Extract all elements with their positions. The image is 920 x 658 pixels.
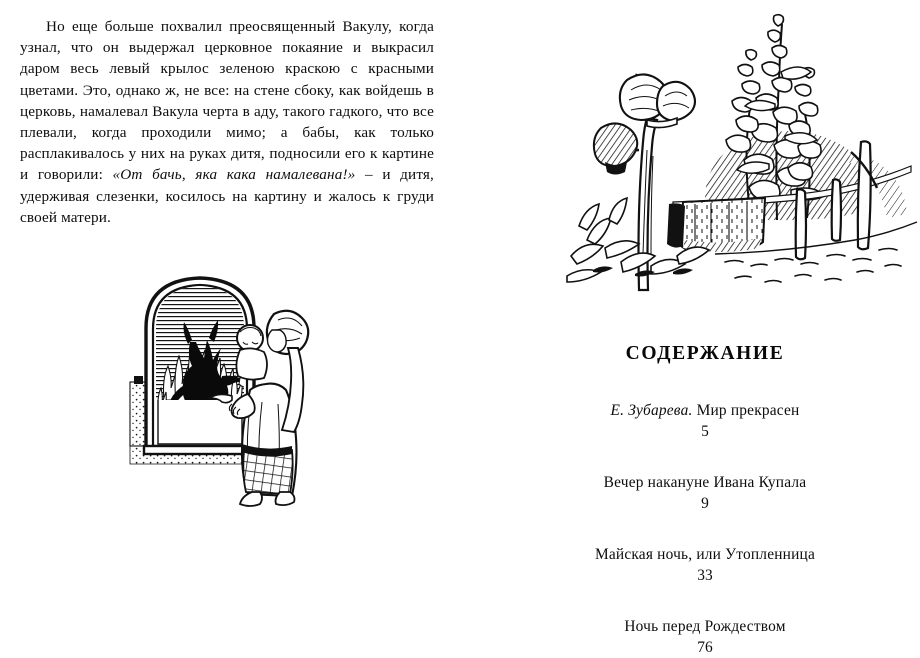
toc-entry-title-text: Майская ночь, или Утопленница xyxy=(594,546,815,563)
table-of-contents xyxy=(490,342,920,658)
body-text-quote: «От бачь, яка кака намалевана!» xyxy=(112,166,356,184)
toc-entry-title-text: Мир прекрасен xyxy=(692,402,800,419)
toc-entry-title-text: Ночь перед Рождеством xyxy=(624,618,786,635)
toc-entry-title xyxy=(490,400,920,421)
toc-entry-title xyxy=(490,616,920,637)
toc-entry[interactable] xyxy=(490,400,920,442)
toc-entry-title-text: Вечер накануне Ивана Купала xyxy=(603,474,807,491)
toc-entry[interactable] xyxy=(490,472,920,514)
devil-in-hell-fresco-illustration xyxy=(128,272,356,514)
toc-entry-page: 33 xyxy=(697,567,713,584)
body-text-tail: – и дитя, удерживая слезенки, косилось на картину и жалось к груди своей матери. xyxy=(20,166,435,226)
toc-entry-title xyxy=(490,544,920,565)
body-text-main: Но еще больше похвалил преосвященный Вакулу, когда узнал, что он выдержал церковное покаяние и выкрасил даром весь левый крылос зеленою краскою с красными цветами. Это, однако ж, не все: на стене сбоку, как войдешь в церковь, намалевал Вакула черта в аду, такого гадкого, что все плевали, когда проходили мимо; а бабы, как только расплакивалось у них на руках дитя, подносили его к картине и говорили: xyxy=(20,18,434,184)
toc-entry-author: Е. Зубарева. xyxy=(610,402,693,419)
toc-entry[interactable] xyxy=(490,616,920,658)
toc-entry-page: 76 xyxy=(697,639,713,656)
toc-entry[interactable] xyxy=(490,544,920,586)
contents-heading: СОДЕРЖАНИЕ xyxy=(625,343,785,364)
toc-entry-page: 5 xyxy=(701,423,709,440)
toc-entry-title xyxy=(490,472,920,493)
left-page xyxy=(0,0,460,616)
village-garden-illustration xyxy=(565,4,920,296)
right-page xyxy=(460,0,920,656)
toc-entry-page: 9 xyxy=(701,495,709,512)
body-paragraph xyxy=(20,16,434,228)
